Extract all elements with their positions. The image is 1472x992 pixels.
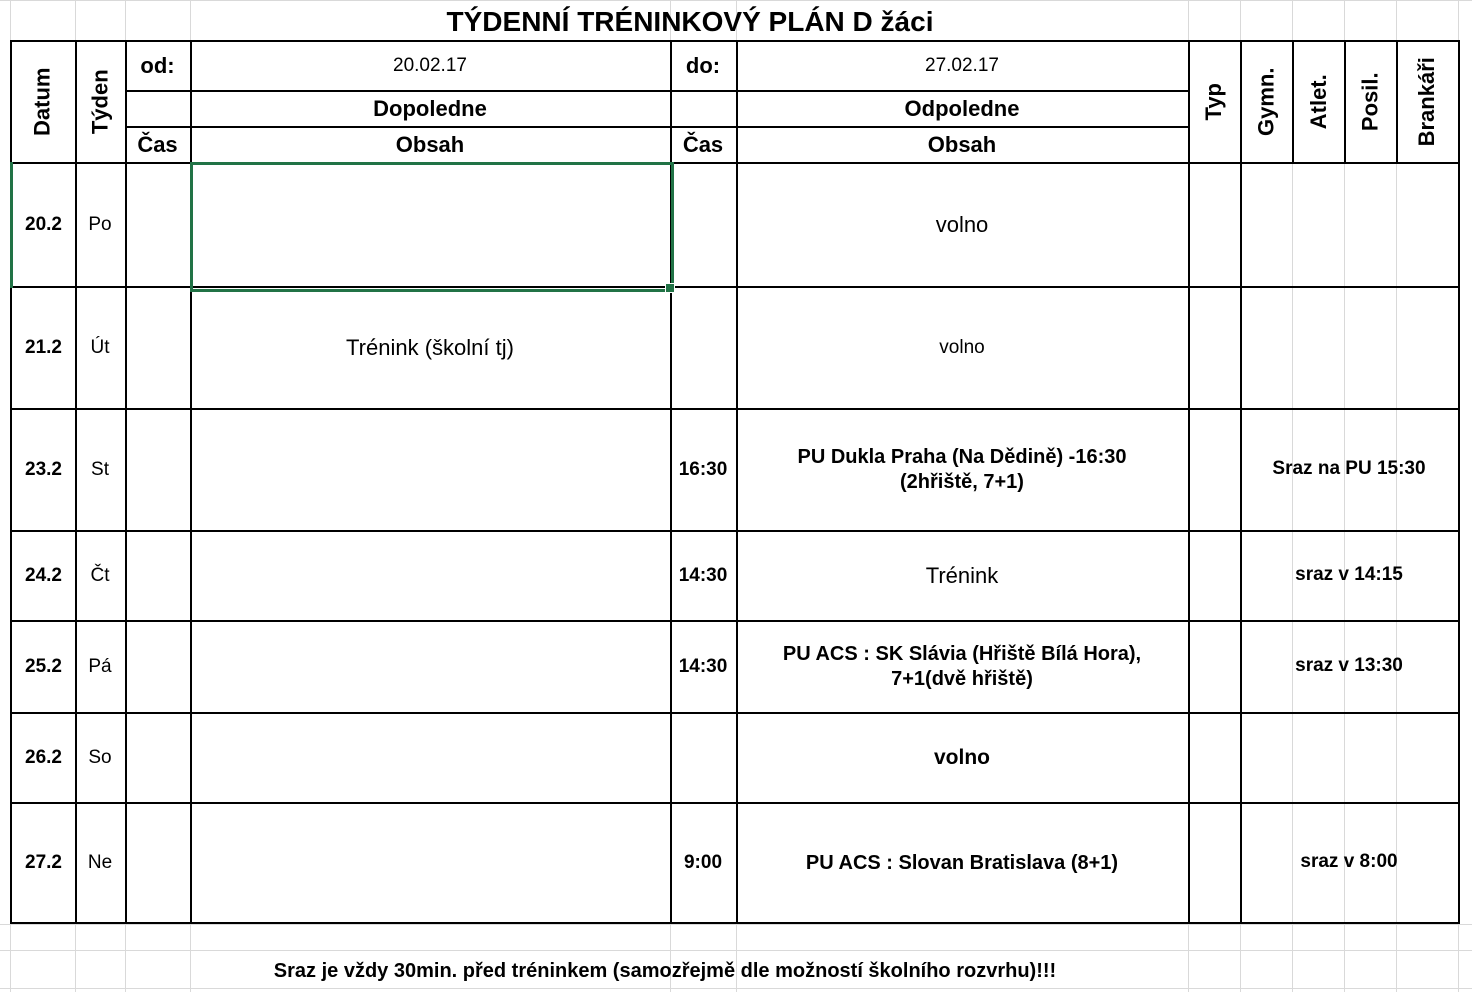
header-od-label: od: bbox=[140, 53, 175, 79]
row-pm-content-cell[interactable] bbox=[736, 410, 1188, 530]
row-day[interactable]: Čt bbox=[90, 565, 110, 587]
row-day[interactable]: Út bbox=[90, 337, 110, 359]
row-pm-content-cell[interactable] bbox=[736, 622, 1188, 712]
date-from-value[interactable]: 20.02.17 bbox=[393, 55, 467, 77]
row-date[interactable]: 24.2 bbox=[25, 565, 62, 587]
row-day[interactable]: St bbox=[91, 459, 109, 481]
row-day[interactable]: So bbox=[88, 747, 112, 769]
row-am-content[interactable] bbox=[190, 164, 670, 286]
row-day[interactable]: Po bbox=[88, 214, 112, 236]
fill-handle[interactable] bbox=[665, 283, 675, 293]
row-pm-content[interactable]: volno bbox=[939, 337, 985, 359]
row-am-content[interactable]: Trénink (školní tj) bbox=[346, 335, 514, 361]
header-atlet-cell[interactable] bbox=[1292, 42, 1344, 162]
row-date[interactable]: 20.2 bbox=[25, 214, 62, 236]
header-cas-pm: Čas bbox=[682, 132, 724, 158]
header-typ: Typ bbox=[1201, 83, 1227, 121]
row-pm-time[interactable]: 14:30 bbox=[678, 656, 728, 678]
header-brankari: Brankáři bbox=[1414, 57, 1440, 147]
date-to-value[interactable]: 27.02.17 bbox=[925, 55, 999, 77]
row-pm-content-line2: (2hřiště, 7+1) bbox=[900, 471, 1024, 493]
row-pm-content: PU ACS : SK Slávia (Hřiště Bílá Hora), bbox=[782, 643, 1142, 665]
row-pm-content: PU Dukla Praha (Na Dědině) -16:30 bbox=[797, 446, 1127, 468]
header-posil-cell[interactable] bbox=[1344, 42, 1396, 162]
header-gymn-cell[interactable] bbox=[1240, 42, 1292, 162]
header-tyden: Týden bbox=[87, 69, 113, 135]
row-day[interactable]: Ne bbox=[87, 852, 113, 874]
header-typ-cell[interactable] bbox=[1188, 42, 1240, 162]
header-dopoledne: Dopoledne bbox=[373, 96, 487, 122]
header-obsah-pm: Obsah bbox=[927, 132, 997, 158]
row-date[interactable]: 26.2 bbox=[25, 747, 62, 769]
header-brankari-cell[interactable] bbox=[1396, 42, 1458, 162]
header-posil: Posil. bbox=[1357, 72, 1383, 132]
row-pm-time[interactable]: 16:30 bbox=[678, 459, 728, 481]
row-pm-time[interactable]: 14:30 bbox=[678, 565, 728, 587]
row-pm-content[interactable]: volno bbox=[934, 745, 990, 769]
footer-note[interactable]: Sraz je vždy 30min. před tréninkem (samozřejmě dle možností školního rozvrhu)!!! bbox=[273, 959, 1057, 982]
header-odpoledne: Odpoledne bbox=[904, 96, 1020, 122]
row-pm-content[interactable]: volno bbox=[935, 212, 989, 238]
header-tyden-cell[interactable] bbox=[75, 42, 125, 162]
row-pm-time[interactable]: 9:00 bbox=[683, 852, 723, 874]
row-selection-indicator bbox=[10, 162, 13, 288]
row-day[interactable]: Pá bbox=[88, 656, 112, 678]
row-date[interactable]: 25.2 bbox=[25, 656, 62, 678]
sheet-title: TÝDENNÍ TRÉNINKOVÝ PLÁN D žáci bbox=[446, 5, 934, 37]
header-do-label: do: bbox=[685, 53, 721, 79]
row-date[interactable]: 27.2 bbox=[25, 852, 62, 874]
row-pm-content[interactable]: PU ACS : Slovan Bratislava (8+1) bbox=[805, 851, 1119, 874]
header-datum-cell[interactable] bbox=[10, 42, 75, 162]
row-date[interactable]: 21.2 bbox=[25, 337, 62, 359]
row-note[interactable]: Sraz na PU 15:30 bbox=[1272, 458, 1426, 480]
row-note[interactable]: sraz v 13:30 bbox=[1295, 655, 1403, 677]
header-atlet: Atlet. bbox=[1305, 74, 1331, 130]
header-gymn: Gymn. bbox=[1253, 67, 1279, 137]
row-date[interactable]: 23.2 bbox=[25, 459, 62, 481]
header-cas-am: Čas bbox=[137, 132, 178, 158]
row-note[interactable]: sraz v 14:15 bbox=[1295, 564, 1403, 586]
row-pm-content-line2: 7+1(dvě hřiště) bbox=[891, 668, 1033, 690]
row-pm-content[interactable]: Trénink bbox=[925, 563, 999, 589]
header-obsah-am: Obsah bbox=[395, 132, 465, 158]
row-note[interactable]: sraz v 8:00 bbox=[1300, 851, 1398, 873]
header-datum: Datum bbox=[29, 67, 55, 137]
